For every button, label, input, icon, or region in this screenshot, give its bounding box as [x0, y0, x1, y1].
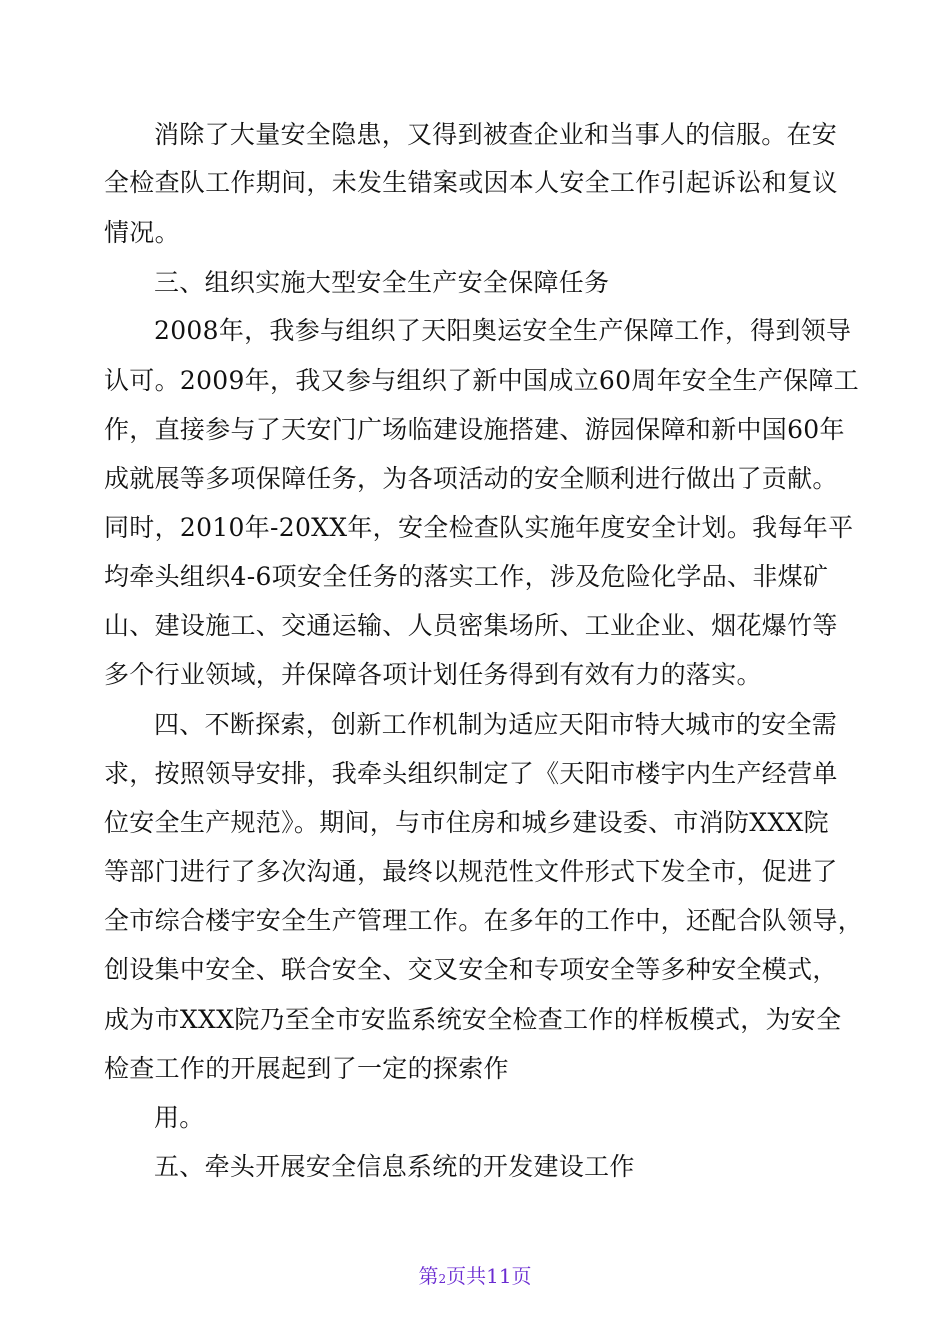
paragraph-line: 均牵头组织4-6项安全任务的落实工作，涉及危险化学品、非煤矿	[104, 562, 829, 591]
footer-prefix: 第	[418, 1264, 439, 1288]
paragraph-line: 求，按照领导安排，我牵头组织制定了《天阳市楼宇内生产经营单	[104, 759, 838, 788]
paragraph-line: 情况。	[104, 218, 180, 247]
paragraph-line: 认可。2009年，我又参与组织了新中国成立60周年安全生产保障工	[104, 366, 860, 395]
footer-middle: 页共	[446, 1264, 487, 1288]
paragraph-line: 等部门进行了多次沟通，最终以规范性文件形式下发全市，促进了	[104, 857, 838, 886]
paragraph-line: 全检查队工作期间，未发生错案或因本人安全工作引起诉讼和复议	[104, 168, 838, 197]
paragraph-line: 成为市XXX院乃至全市安监系统安全检查工作的样板模式，为安全	[104, 1005, 842, 1034]
paragraph-line: 作，直接参与了天安门广场临建设施搭建、游园保障和新中国60年	[104, 415, 845, 444]
paragraph-line: 多个行业领域，并保障各项计划任务得到有效有力的落实。	[104, 660, 762, 689]
paragraph-line: 消除了大量安全隐患，又得到被查企业和当事人的信服。在安	[154, 120, 838, 149]
paragraph-line: 检查工作的开展起到了一定的探索作	[104, 1054, 509, 1083]
section-heading: 五、牵头开展安全信息系统的开发建设工作	[154, 1152, 635, 1181]
page-footer	[0, 1260, 950, 1289]
paragraph-line: 用。	[154, 1103, 205, 1132]
section-heading: 三、组织实施大型安全生产安全保障任务	[154, 268, 610, 297]
paragraph-line: 山、建设施工、交通运输、人员密集场所、工业企业、烟花爆竹等	[104, 611, 838, 640]
paragraph-line: 同时，2010年-20XX年，安全检查队实施年度安全计划。我每年平	[104, 513, 854, 542]
footer-suffix: 页	[511, 1264, 532, 1288]
paragraph-line: 全市综合楼宇安全生产管理工作。在多年的工作中，还配合队领导，	[104, 906, 864, 935]
paragraph-line: 位安全生产规范》。期间，与市住房和城乡建设委、市消防XXX院	[104, 808, 829, 837]
paragraph-line: 成就展等多项保障任务，为各项活动的安全顺利进行做出了贡献。	[104, 464, 838, 493]
paragraph-line: 创设集中安全、联合安全、交叉安全和专项安全等多种安全模式，	[104, 955, 838, 984]
footer-page-number: 2	[438, 1272, 447, 1286]
paragraph-line: 2008年，我参与组织了天阳奥运安全生产保障工作，得到领导	[154, 316, 852, 345]
section-heading: 四、不断探索，创新工作机制为适应天阳市特大城市的安全需	[154, 710, 838, 739]
footer-total-pages: 11	[486, 1264, 512, 1288]
